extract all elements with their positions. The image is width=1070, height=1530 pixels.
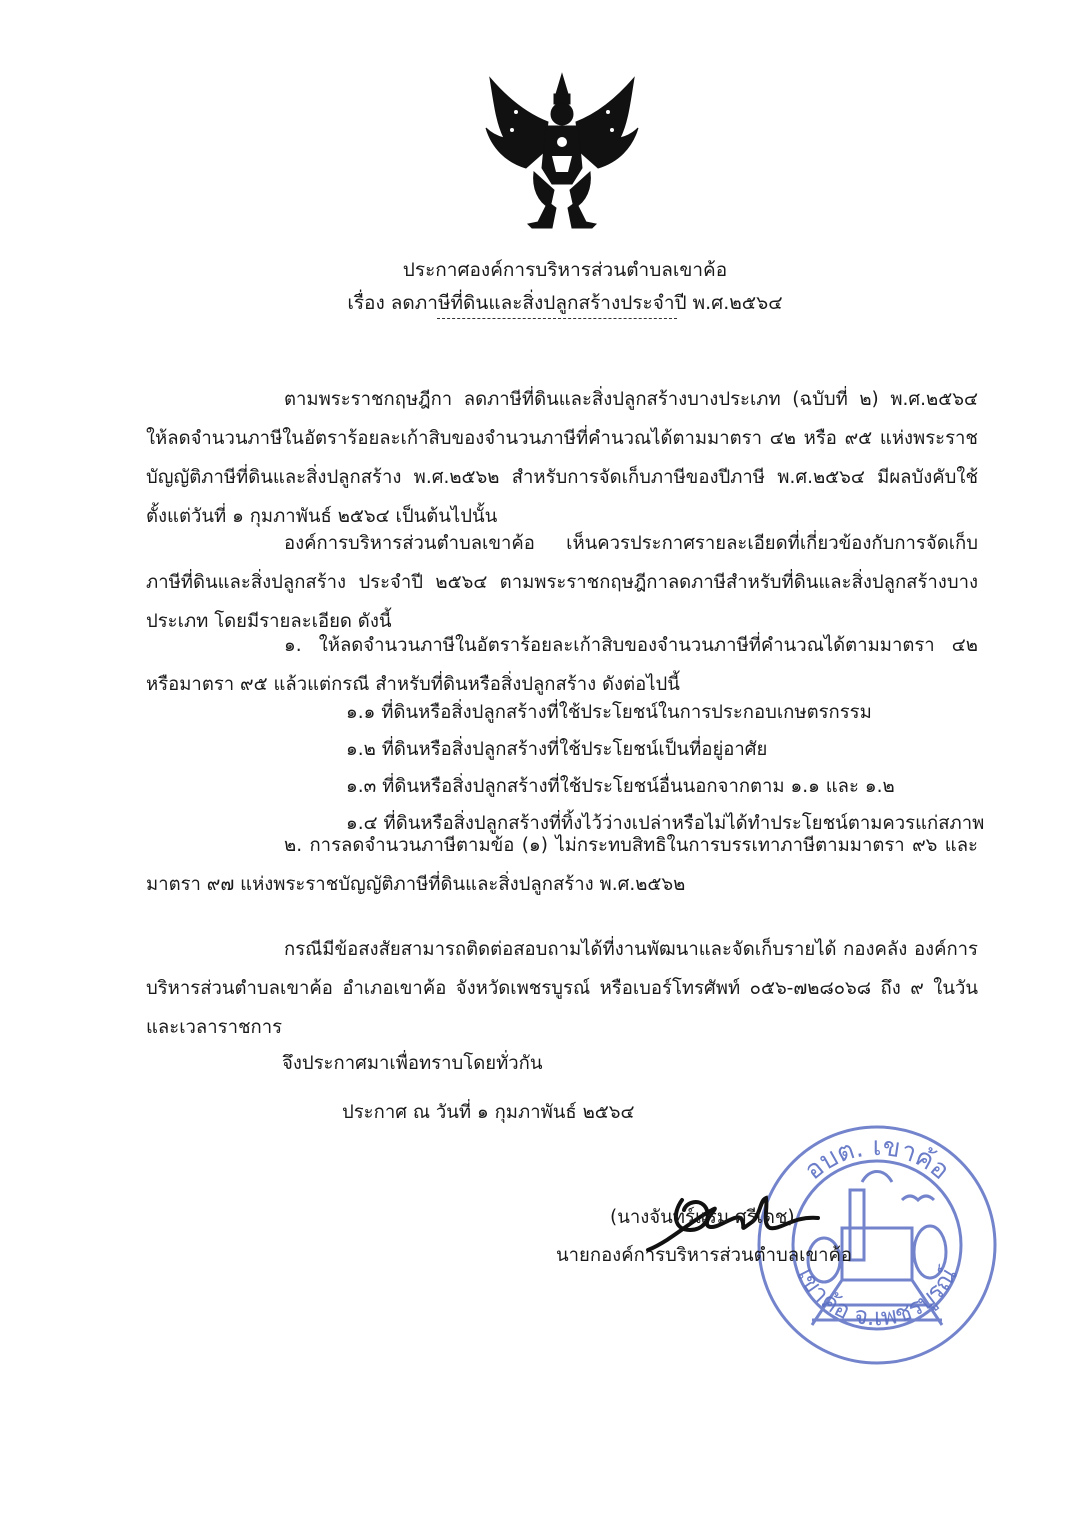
item-1: ๑. ให้ลดจำนวนภาษีในอัตราร้อยละเก้าสิบของจำนวนภาษีที่คำนวณได้ตามมาตรา ๔๒ หรือมาตรา ๙๕ แล้วแต่กรณี สำหรับที่ดินหรือสิ่งปลูกสร้าง ดังต่อไปนี้ — [146, 635, 978, 695]
announcement-subject: เรื่อง ลดภาษีที่ดินและสิ่งปลูกสร้างประจำปี พ.ศ.๒๕๖๔ — [347, 292, 783, 314]
announcement-title: ประกาศองค์การบริหารส่วนตำบลเขาค้อ — [402, 259, 728, 281]
item-2: ๒. การลดจำนวนภาษีตามข้อ (๑) ไม่กระทบสิทธิในการบรรเทาภาษีตามมาตรา ๙๖ และมาตรา ๙๗ แห่งพระราชบัญญัติภาษีที่ดินและสิ่งปลูกสร้าง พ.ศ.๒๕๖๒ — [146, 835, 978, 895]
subitem-1-4: ๑.๔ ที่ดินหรือสิ่งปลูกสร้างที่ทิ้งไว้ว่างเปล่าหรือไม่ได้ทำประโยชน์ตามควรแก่สภาพ — [346, 813, 985, 834]
signer-position: นายกองค์การบริหารส่วนตำบลเขาค้อ — [556, 1245, 852, 1266]
subitem-1-2: ๑.๒ ที่ดินหรือสิ่งปลูกสร้างที่ใช้ประโยชน์เป็นที่อยู่อาศัย — [346, 739, 768, 760]
seal-bottom-text: เขาค้อ จ.เพชรบูรณ์ — [791, 1262, 963, 1332]
paragraph-decree: ตามพระราชกฤษฎีกา ลดภาษีที่ดินและสิ่งปลูกสร้างบางประเภท (ฉบับที่ ๒) พ.ศ.๒๕๖๔ ให้ลดจำนวนภาษีในอัตราร้อยละเก้าสิบของจำนวนภาษีที่คำนวณได้ตามมาตรา ๔๒ หรือ ๙๕ แห่งพระราชบัญญัติภาษีที่ดินและสิ่งปลูกสร้าง พ.ศ.๒๕๖๒ สำหรับการจัดเก็บภาษีของปีภาษี พ.ศ.๒๕๖๔ มีผลบังคับใช้ตั้งแต่วันที่ ๑ กุมภาพันธ์ ๒๕๖๔ เป็นต้นไปนั้น — [146, 389, 978, 527]
signer-name: (นางจันทร์แรม ศรีเดช) — [610, 1207, 795, 1228]
announcement-date: ประกาศ ณ วันที่ ๑ กุมภาพันธ์ ๒๕๖๔ — [342, 1102, 635, 1123]
seal-top-text: อบต. เขาค้อ — [798, 1131, 956, 1187]
paragraph-details: องค์การบริหารส่วนตำบลเขาค้อ เห็นควรประกาศรายละเอียดที่เกี่ยวข้องกับการจัดเก็บภาษีที่ดินและสิ่งปลูกสร้าง ประจำปี ๒๕๖๔ ตามพระราชกฤษฎีกาลดภาษีสำหรับที่ดินและสิ่งปลูกสร้างบางประเภท โดยมีรายละเอียด ดังนี้ — [146, 533, 978, 632]
subitem-1-3: ๑.๓ ที่ดินหรือสิ่งปลูกสร้างที่ใช้ประโยชน์อื่นนอกจากตาม ๑.๑ และ ๑.๒ — [346, 776, 895, 797]
title-divider — [437, 318, 677, 319]
closing-line: จึงประกาศมาเพื่อทราบโดยทั่วกัน — [282, 1053, 543, 1074]
garuda-emblem-icon — [482, 72, 642, 232]
paragraph-contact: กรณีมีข้อสงสัยสามารถติดต่อสอบถามได้ที่งานพัฒนาและจัดเก็บรายได้ กองคลัง องค์การบริหารส่วนตำบลเขาค้อ อำเภอเขาค้อ จังหวัดเพชรบูรณ์ หรือเบอร์โทรศัพท์ ๐๕๖-๗๒๘๐๖๘ ถึง ๙ ในวันและเวลาราชการ — [146, 939, 978, 1038]
subitem-1-1: ๑.๑ ที่ดินหรือสิ่งปลูกสร้างที่ใช้ประโยชน์ในการประกอบเกษตรกรรม — [346, 702, 872, 723]
